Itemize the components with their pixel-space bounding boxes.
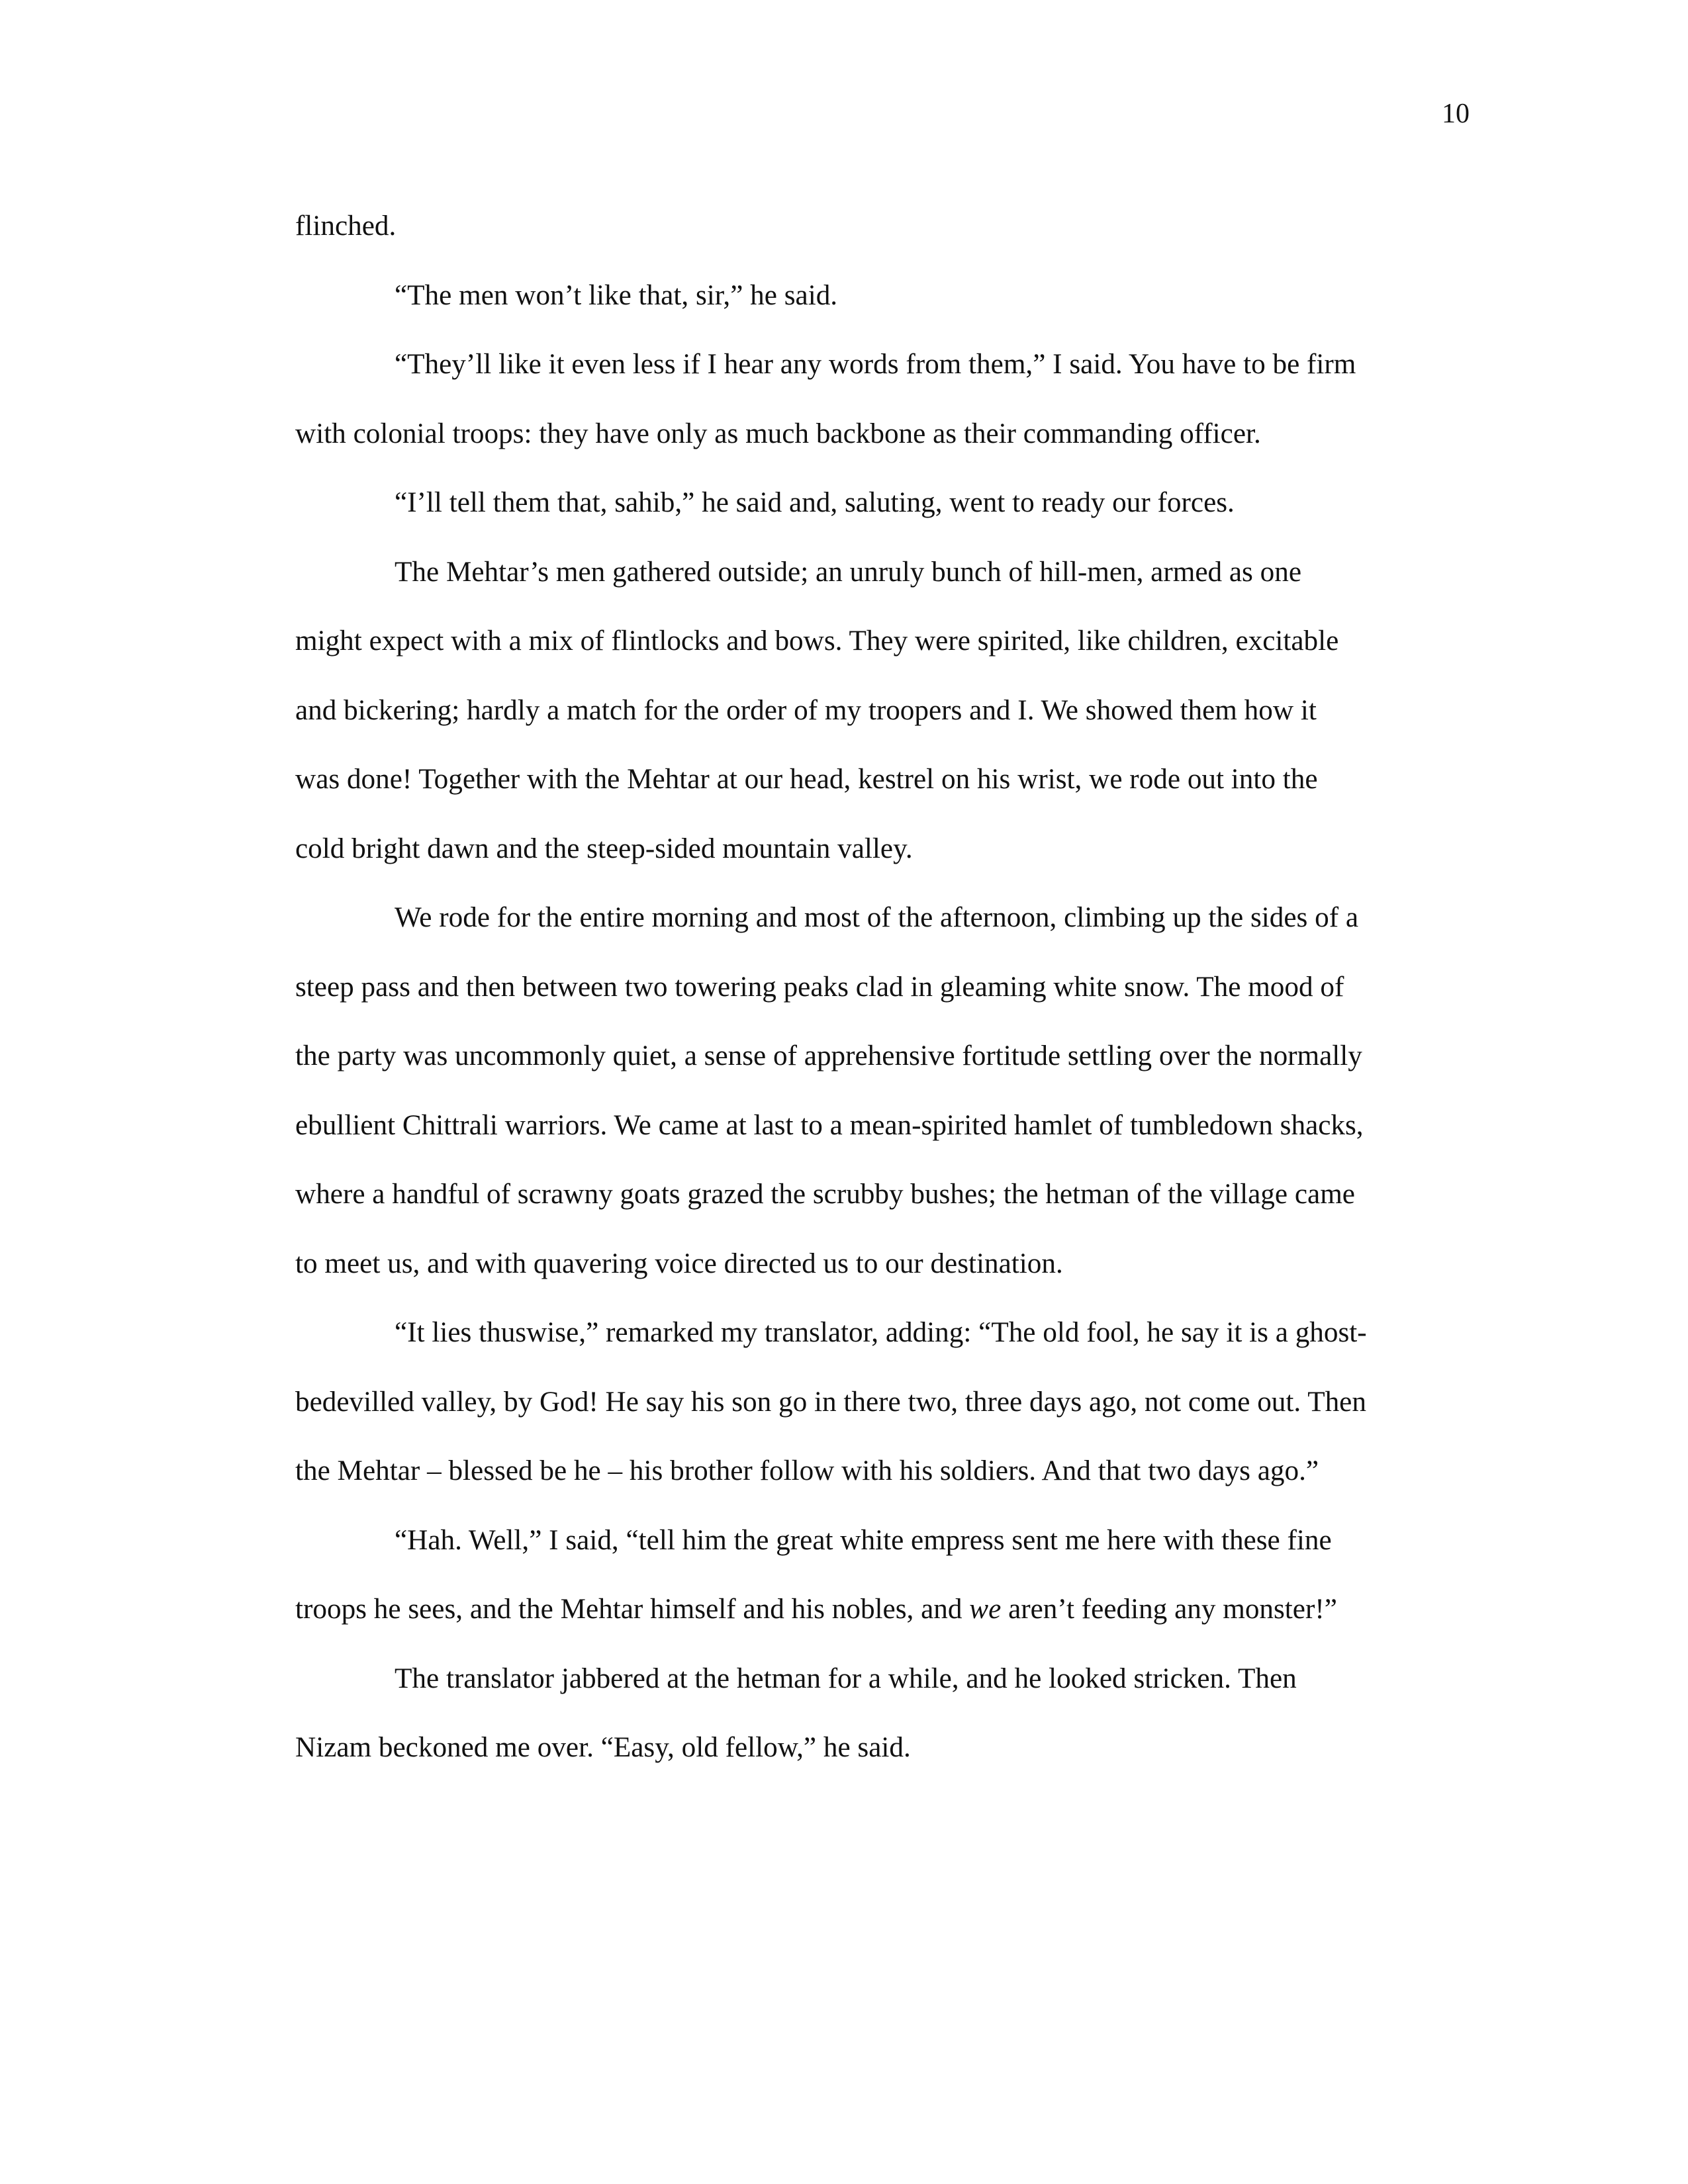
paragraph: We rode for the entire morning and most of the afternoon, climbing up the sides of a steep pass and then between two towering peaks clad in gleaming white snow. The mood of the party was uncommonly quiet, a sense of apprehensive fortitude settling over the normally ebullient Chittrali warriors. We came at last to a mean-spirited hamlet of tumbledown shacks, where a handful of scrawny goats grazed the scrubby bushes; the hetman of the village came to meet us, and with quavering voice directed us to our destination. xyxy=(295,902,1364,1279)
manuscript-body xyxy=(295,192,1368,1783)
paragraph: The Mehtar’s men gathered outside; an unruly bunch of hill-men, armed as one might expect with a mix of flintlocks and bows. They were spirited, like children, excitable and bickering; hardly a match for the order of my troopers and I. We showed them how it was done! Together with the Mehtar at our head, kestrel on his wrist, we rode out into the cold bright dawn and the steep-sided mountain valley. xyxy=(295,556,1339,864)
paragraph: “I’ll tell them that, sahib,” he said and, saluting, went to ready our forces. xyxy=(395,487,1235,518)
paragraph xyxy=(295,1506,1368,1645)
paragraph: “They’ll like it even less if I hear any words from them,” I said. You have to be firm with colonial troops: they have only as much backbone as their commanding officer. xyxy=(295,349,1356,449)
paragraph: flinched. xyxy=(295,210,397,242)
paragraph-text: “Hah. Well,” I said, “tell him the great white empress sent me here with these fine troops he sees, and the Mehtar himself and his nobles, and xyxy=(295,1524,1332,1625)
emphasized-word: we xyxy=(969,1594,1002,1625)
page-number: 10 xyxy=(1442,99,1470,129)
paragraph: “It lies thuswise,” remarked my translator, adding: “The old fool, he say it is a ghost-bedevilled valley, by God! He say his son go in there two, three days ago, not come out. Then the Mehtar – blessed be he – his brother follow with his soldiers. And that two days ago.” xyxy=(295,1317,1367,1486)
paragraph-text: aren’t feeding any monster!” xyxy=(1001,1594,1337,1625)
paragraph: “The men won’t like that, sir,” he said. xyxy=(395,279,838,311)
paragraph: The translator jabbered at the hetman for a while, and he looked stricken. Then Nizam beckoned me over. “Easy, old fellow,” he said. xyxy=(295,1662,1297,1763)
